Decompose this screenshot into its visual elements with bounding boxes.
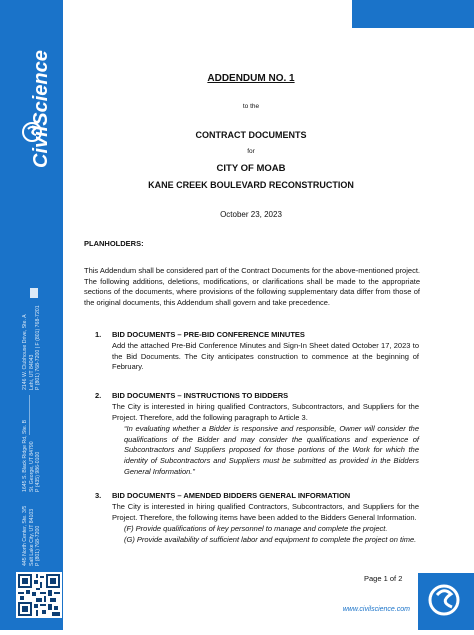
qr-code-icon[interactable] <box>16 572 62 618</box>
office-address-salt-lake: 445 North Center, Ste. 3/5 Salt Lake City, UT 84103 P (801) 768-7200 <box>22 505 41 566</box>
item-body: The City is interested in hiring qualified Contractors, Subcontractors, and Suppliers for the Project. Therefore, the following items have been added to the Bidders General Information. <box>112 502 419 522</box>
contract-documents-heading: CONTRACT DOCUMENTS <box>195 130 307 140</box>
sidebar <box>0 0 63 630</box>
item-number: 1. <box>95 330 102 339</box>
header-accent-bar <box>352 0 474 28</box>
item-body: Add the attached Pre-Bid Conference Minutes and Sign-In Sheet dated October 17, 2023 to the Bid Documents. The City anticipates construction to commence at the beginning of February. <box>112 341 419 372</box>
document-title: ADDENDUM NO. 1 <box>207 73 295 84</box>
item-title: BID DOCUMENTS – INSTRUCTIONS TO BIDDERS <box>112 391 289 400</box>
page-number: Page 1 of 2 <box>364 574 403 583</box>
to-the-text: to the <box>242 103 260 110</box>
intro-paragraph: This Addendum shall be considered part of the Contract Documents for the above-mentioned project. The following additions, deletions, modifications, or clarifications shall be made to the appropriate sections of the documents, where provisions of the following supplementary data differ from those of the original documents, this Addendum shall govern and take precedence. <box>84 266 420 308</box>
brand-logo: CivilScience <box>30 50 52 168</box>
office-address-st-george: 1645 S. Black Ridge Rd, Ste. B St. George, UT 84790 P (435) 986-0100 <box>22 419 41 492</box>
item-number: 2. <box>95 391 102 400</box>
document-icon <box>30 288 38 298</box>
civilscience-logo-icon <box>418 573 474 630</box>
office-address-lehi: 2146 W. Clubhouse Drive, Ste. A Lehi, UT 84043 P (801) 768-7200 | F (801) 768-7201 <box>22 305 41 390</box>
item-quote: “In evaluating whether a Bidder is responsive and responsible, Owner will consider the qualifications of the Bidder and may consider the qualifications and experience of Subcontractors and Suppliers proposed for those portions of the Work for which the identity of Subcontractors and Suppliers must be submitted as provided in the Bidders General Information.” <box>124 424 419 476</box>
civilscience-mark-icon <box>22 122 42 142</box>
planholders-heading: PLANHOLDERS: <box>84 239 144 248</box>
item-title: BID DOCUMENTS – PRE-BID CONFERENCE MINUTES <box>112 330 305 339</box>
project-heading: KANE CREEK BOULEVARD RECONSTRUCTION <box>148 180 354 190</box>
item-title: BID DOCUMENTS – AMENDED BIDDERS GENERAL INFORMATION <box>112 491 351 500</box>
item-number: 3. <box>95 491 102 500</box>
website-link[interactable]: www.civilscience.com <box>342 606 410 613</box>
for-text: for <box>247 148 255 155</box>
item-body: The City is interested in hiring qualified Contractors, Subcontractors, and Suppliers for the Project. Therefore, add the following paragraph to Article 3. <box>112 402 419 422</box>
city-heading: CITY OF MOAB <box>216 163 286 174</box>
document-date: October 23, 2023 <box>220 210 282 219</box>
item-quote: (F) Provide qualifications of key personnel to manage and complete the project. (G) Provide availability of sufficient labor and equipment to complete the project on time. <box>124 524 417 544</box>
